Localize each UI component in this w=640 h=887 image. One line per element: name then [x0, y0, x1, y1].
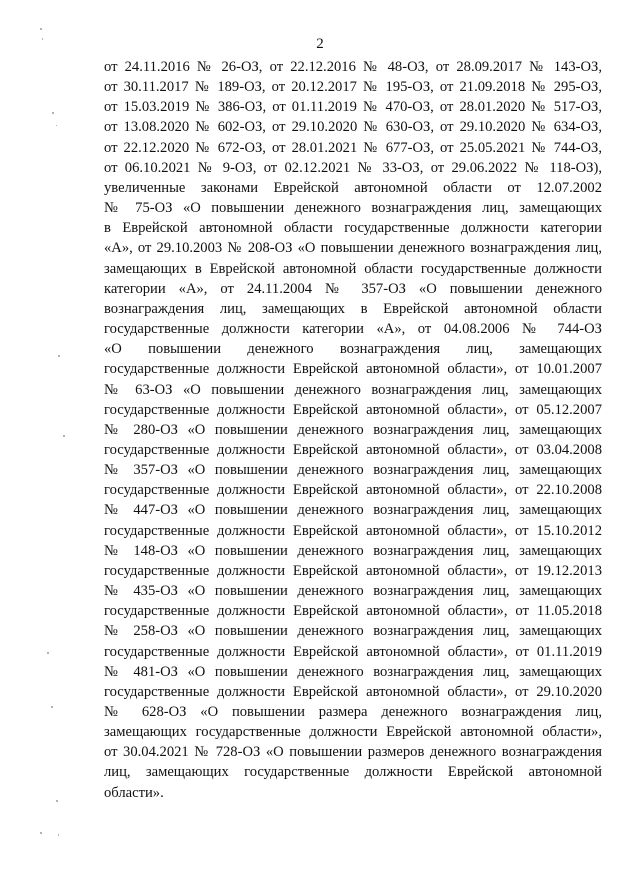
- scan-speck: [52, 112, 54, 114]
- text-line: от 24.11.2016 № 26-ОЗ, от 22.12.2016 № 48-ОЗ, от 28.09.2017 № 143-ОЗ,: [104, 59, 602, 75]
- text-line: № 628-ОЗ «О повышении размера денежного вознаграждения лиц,: [104, 704, 602, 720]
- text-line: лиц, замещающих государственные должности Еврейской автономной: [104, 764, 602, 781]
- text-line: № 481-ОЗ «О повышении денежного вознаграждения лиц, замещающих: [104, 663, 602, 680]
- text-line: государственные должности Еврейской автономной области», от 03.04.2008: [104, 441, 602, 458]
- text-line: государственные должности Еврейской автономной области», от 22.10.2008: [104, 482, 602, 499]
- scan-speck: [56, 125, 57, 126]
- text-line: № 435-ОЗ «О повышении денежного вознаграждения лиц, замещающих: [104, 583, 602, 600]
- text-line: от 22.12.2020 № 672-ОЗ, от 28.01.2021 № 677-ОЗ, от 25.05.2021 № 744-ОЗ,: [104, 139, 602, 156]
- text-line: № 148-ОЗ «О повышении денежного вознаграждения лиц, замещающих: [104, 542, 602, 559]
- text-line: государственные должности Еврейской автономной области», от 05.12.2007: [104, 401, 602, 418]
- text-line: № 258-ОЗ «О повышении денежного вознаграждения лиц, замещающих: [104, 623, 602, 640]
- scan-speck: [56, 800, 58, 802]
- scan-speck: [40, 28, 42, 30]
- text-line: увеличенные законами Еврейской автономной области от 12.07.2002: [104, 179, 602, 196]
- scan-speck: [51, 706, 53, 708]
- text-line: государственные должности Еврейской автономной области», от 19.12.2013: [104, 562, 602, 579]
- scan-speck: [47, 652, 49, 654]
- text-line: № 63-ОЗ «О повышении денежного вознаграждения лиц, замещающих: [104, 381, 602, 398]
- text-line: от 30.04.2021 № 728-ОЗ «О повышении размеров денежного вознаграждения: [104, 744, 602, 761]
- page-number: 2: [316, 36, 324, 52]
- text-line: от 30.11.2017 № 189-ОЗ, от 20.12.2017 № 195-ОЗ, от 21.09.2018 № 295-ОЗ,: [104, 79, 602, 96]
- scan-speck: [40, 832, 42, 834]
- scan-speck: [63, 435, 65, 437]
- text-line: государственные должности Еврейской автономной области», от 15.10.2012: [104, 522, 602, 539]
- text-line: замещающих государственные должности Еврейской автономной области»,: [104, 724, 602, 741]
- text-line: в Еврейской автономной области государственные должности категории: [104, 220, 602, 237]
- text-line: № 75-ОЗ «О повышении денежного вознаграждения лиц, замещающих: [104, 200, 602, 217]
- text-line: от 15.03.2019 № 386-ОЗ, от 01.11.2019 № 470-ОЗ, от 28.01.2020 № 517-ОЗ,: [104, 99, 602, 116]
- text-line: «А», от 29.10.2003 № 208-ОЗ «О повышении денежного вознаграждения лиц,: [104, 240, 602, 257]
- text-line: государственные должности Еврейской автономной области», от 10.01.2007: [104, 361, 602, 378]
- text-line: «О повышении денежного вознаграждения лиц, замещающих: [104, 341, 602, 358]
- scan-speck: [42, 38, 43, 40]
- text-line: № 357-ОЗ «О повышении денежного вознаграждения лиц, замещающих: [104, 462, 602, 479]
- text-line: государственные должности категории «А», от 04.08.2006 № 744-ОЗ: [104, 321, 602, 338]
- text-line: от 13.08.2020 № 602-ОЗ, от 29.10.2020 № 630-ОЗ, от 29.10.2020 № 634-ОЗ,: [104, 119, 602, 136]
- scan-speck: [58, 355, 60, 357]
- text-line: от 06.10.2021 № 9-ОЗ, от 02.12.2021 № 33-ОЗ, от 29.06.2022 № 118-ОЗ),: [104, 159, 602, 176]
- scan-speck: [58, 834, 59, 836]
- text-line: государственные должности Еврейской автономной области», от 01.11.2019: [104, 643, 602, 660]
- text-line: вознаграждения лиц, замещающих в Еврейской автономной области: [104, 300, 602, 317]
- body-text: [104, 57, 602, 803]
- text-line: замещающих в Еврейской автономной области государственные должности: [104, 260, 602, 277]
- text-line: государственные должности Еврейской автономной области», от 29.10.2020: [104, 683, 602, 700]
- text-line: № 447-ОЗ «О повышении денежного вознаграждения лиц, замещающих: [104, 502, 602, 519]
- text-line: государственные должности Еврейской автономной области», от 11.05.2018: [104, 603, 602, 620]
- text-line: области».: [104, 784, 164, 801]
- text-line: категории «А», от 24.11.2004 № 357-ОЗ «О повышении денежного: [104, 280, 602, 297]
- text-line: № 280-ОЗ «О повышении денежного вознаграждения лиц, замещающих: [104, 421, 602, 438]
